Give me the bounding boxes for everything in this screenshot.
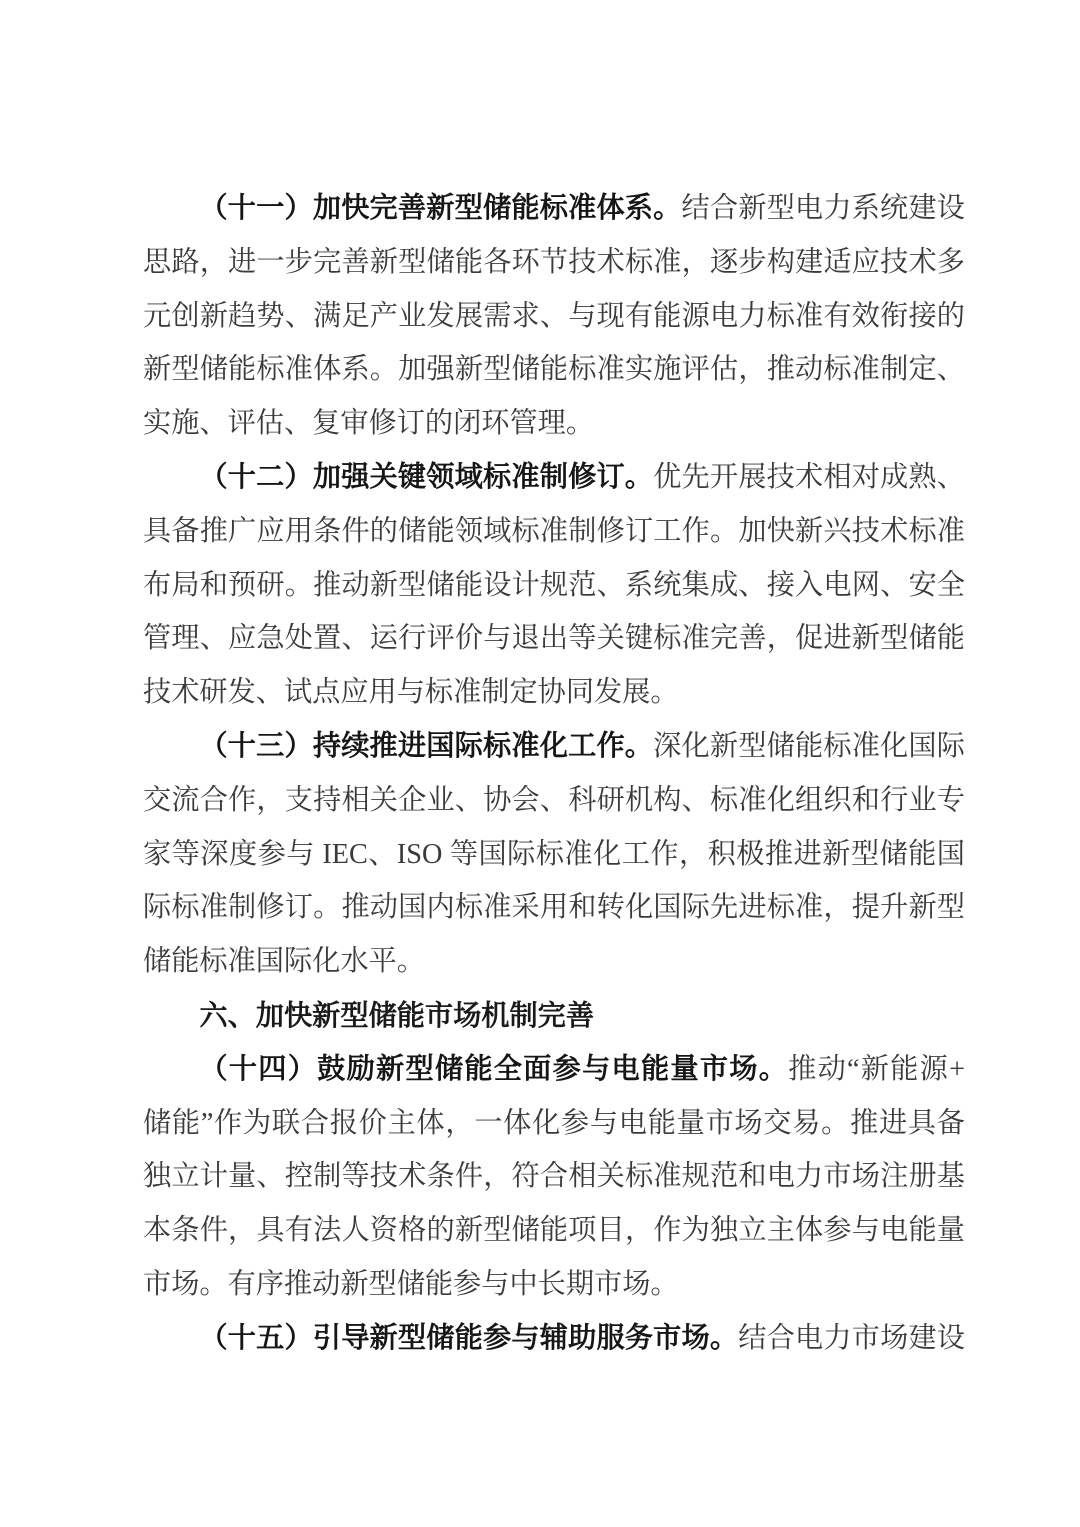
paragraph-item-15	[143, 1312, 965, 1366]
body-text: 布局和预研。推动新型储能设计规范、系统集成、接入电网、安全	[143, 569, 965, 601]
body-text: 储能标准国际化水平。	[143, 946, 425, 978]
text-line	[143, 774, 965, 828]
paragraph-item-14	[143, 1043, 965, 1312]
body-text: 具备推广应用条件的储能领域标准制修订工作。加快新兴技术标准	[143, 515, 965, 547]
section-heading-6	[143, 989, 965, 1043]
text-line	[143, 290, 965, 344]
body-text: 管理、应急处置、运行评价与退出等关键标准完善，促进新型储能	[143, 623, 965, 655]
body-text: 推动“新能源+	[788, 1053, 965, 1085]
text-line	[143, 451, 965, 505]
body-text: 市场。有序推动新型储能参与中长期市场。	[143, 1268, 679, 1300]
text-line	[143, 666, 965, 720]
body-text: 本条件，具有法人资格的新型储能项目，作为独立主体参与电能量	[143, 1215, 965, 1247]
body-text: 交流合作，支持相关企业、协会、科研机构、标准化组织和行业专	[143, 784, 965, 816]
body-text: 思路，进一步完善新型储能各环节技术标准，逐步构建适应技术多	[143, 246, 965, 278]
bold-lead-text: （十三）持续推进国际标准化工作。	[199, 730, 654, 762]
body-text: 优先开展技术相对成熟、	[653, 461, 965, 493]
body-text: 储能”作为联合报价主体，一体化参与电能量市场交易。推进具备	[143, 1107, 965, 1139]
text-line	[143, 236, 965, 290]
text-line	[143, 1150, 965, 1204]
bold-lead-text: （十四）鼓励新型储能全面参与电能量市场。	[199, 1053, 789, 1085]
text-line	[143, 343, 965, 397]
body-text: 新型储能标准体系。加强新型储能标准实施评估，推动标准制定、	[143, 354, 965, 386]
text-line	[143, 1258, 965, 1312]
text-line	[143, 559, 965, 613]
text-line	[143, 828, 965, 882]
text-line	[143, 935, 965, 989]
body-text: 家等深度参与 IEC、ISO 等国际标准化工作，积极推进新型储能国	[143, 838, 965, 870]
body-text: 六、加快新型储能市场机制完善	[199, 998, 595, 1031]
body-text: 元创新趋势、满足产业发展需求、与现有能源电力标准有效衔接的	[143, 300, 965, 332]
bold-lead-text: （十五）引导新型储能参与辅助服务市场。	[199, 1322, 739, 1354]
paragraph-item-12	[143, 451, 965, 720]
body-text: 独立计量、控制等技术条件，符合相关标准规范和电力市场注册基	[143, 1161, 965, 1193]
document-body	[143, 182, 965, 1366]
text-line	[143, 1043, 965, 1097]
text-line	[143, 505, 965, 559]
text-line	[143, 1097, 965, 1151]
text-line	[143, 182, 965, 236]
body-text: 技术研发、试点应用与标准制定协同发展。	[143, 677, 679, 709]
text-line	[143, 989, 965, 1043]
body-text: 实施、评估、复审修订的闭环管理。	[143, 408, 595, 440]
bold-lead-text: （十一）加快完善新型储能标准体系。	[199, 193, 682, 224]
text-line	[143, 881, 965, 935]
body-text: 结合新型电力系统建设	[681, 193, 965, 224]
body-text: 际标准制修订。推动国内标准采用和转化国际先进标准，提升新型	[143, 892, 965, 924]
bold-lead-text: （十二）加强关键领域标准制修订。	[199, 461, 654, 493]
text-line	[143, 612, 965, 666]
paragraph-item-13	[143, 720, 965, 989]
body-text: 结合电力市场建设	[738, 1322, 965, 1354]
text-line	[143, 720, 965, 774]
paragraph-item-11	[143, 182, 965, 451]
text-line	[143, 1204, 965, 1258]
text-line	[143, 1312, 965, 1366]
body-text: 深化新型储能标准化国际	[653, 730, 965, 762]
text-line	[143, 397, 965, 451]
